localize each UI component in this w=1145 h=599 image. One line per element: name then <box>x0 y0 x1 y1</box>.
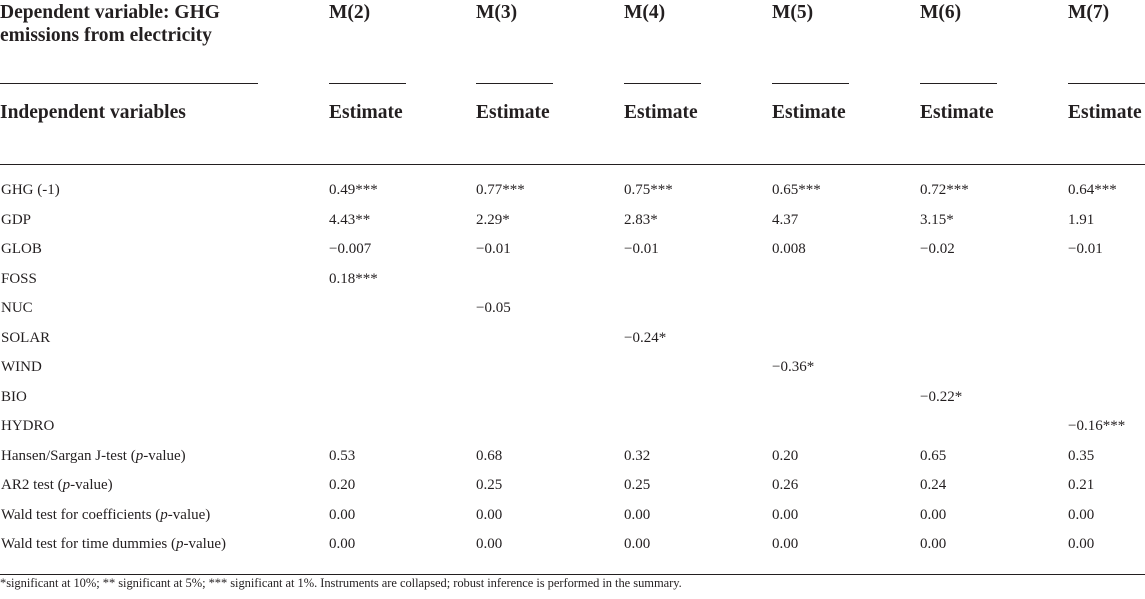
table-cell: 0.25 <box>624 477 651 493</box>
estimate-header: Estimate <box>624 102 698 123</box>
model-header: M(7) <box>1068 2 1110 23</box>
model-header: M(2) <box>329 2 371 23</box>
table-cell: 0.25 <box>476 477 503 493</box>
table-cell: 1.91 <box>1068 211 1095 228</box>
estimate-header: Estimate <box>1068 102 1142 123</box>
row-label <box>1 535 226 553</box>
table-cell: 0.20 <box>772 447 799 464</box>
table-cell: 2.29* <box>476 211 510 228</box>
model-header: M(6) <box>920 2 962 23</box>
row-label-italic: p <box>62 477 71 493</box>
table-cell: −0.007 <box>329 241 372 257</box>
row-label-text: Wald test for time dummies ( <box>1 536 177 552</box>
dependent-variable-rule <box>0 83 258 84</box>
table-cell: 0.77*** <box>476 182 525 198</box>
table-cell: 0.32 <box>624 447 651 464</box>
table-cell: 0.24 <box>920 477 947 493</box>
header-rule <box>0 164 1145 165</box>
row-label <box>1 447 186 465</box>
table-cell: 0.00 <box>624 506 651 523</box>
estimate-header: Estimate <box>329 102 403 123</box>
table-cell: −0.22* <box>920 388 963 405</box>
estimate-header: Estimate <box>920 102 994 123</box>
row-label <box>1 506 210 524</box>
table-cell: 0.00 <box>920 536 947 552</box>
model-column-rule <box>476 83 553 84</box>
row-label: NUC <box>1 300 33 316</box>
row-label-text: -value) <box>70 477 113 493</box>
table-cell: −0.05 <box>476 300 511 316</box>
table-cell: 0.00 <box>1068 506 1095 523</box>
table-cell: 0.00 <box>1068 536 1095 552</box>
table-cell: 0.008 <box>772 241 806 257</box>
table-cell: −0.01 <box>1068 241 1103 257</box>
model-header: M(4) <box>624 2 666 23</box>
row-label-text: -value) <box>167 506 211 523</box>
table-cell: 0.49*** <box>329 182 378 198</box>
table-cell: 0.64*** <box>1068 182 1117 198</box>
table-cell: 0.53 <box>329 447 356 464</box>
model-column-rule <box>624 83 701 84</box>
row-label-italic: p <box>176 536 184 552</box>
row-label: BIO <box>1 388 27 405</box>
row-label: SOLAR <box>1 329 51 346</box>
table-cell: 3.15* <box>920 211 954 228</box>
row-label <box>1 476 113 494</box>
table-cell: 0.65*** <box>772 182 821 198</box>
table-cell: −0.36* <box>772 359 815 375</box>
table-cell: 0.00 <box>329 506 356 523</box>
model-column-rule <box>772 83 849 84</box>
table-cell: 0.20 <box>329 477 356 493</box>
model-column-rule <box>329 83 406 84</box>
row-label-text: Wald test for coefficients ( <box>1 506 161 523</box>
row-label: FOSS <box>1 270 37 287</box>
table-cell: −0.24* <box>624 329 667 346</box>
table-cell: 0.00 <box>772 536 799 552</box>
table-cell: 0.00 <box>476 536 503 552</box>
table-cell: 0.21 <box>1068 477 1095 493</box>
table-cell: −0.01 <box>476 241 511 257</box>
model-header: M(5) <box>772 2 814 23</box>
table-cell: −0.16*** <box>1068 418 1126 434</box>
row-label: WIND <box>1 359 42 375</box>
table-cell: 0.18*** <box>329 270 378 287</box>
table-cell: 0.00 <box>920 506 947 523</box>
estimate-header: Estimate <box>772 102 846 123</box>
table-cell: 2.83* <box>624 211 658 228</box>
row-label-text: Hansen/Sargan J-test ( <box>1 447 136 464</box>
table-cell: 0.75*** <box>624 182 673 198</box>
model-column-rule <box>920 83 997 84</box>
row-label: HYDRO <box>1 418 55 434</box>
table-cell: 0.26 <box>772 477 799 493</box>
model-column-rule <box>1068 83 1145 84</box>
table-cell: 4.43** <box>329 211 371 228</box>
table-cell: 0.65 <box>920 447 947 464</box>
row-label: GHG (-1) <box>1 182 60 198</box>
row-label-text: -value) <box>143 447 186 464</box>
table-cell: 0.00 <box>624 536 651 552</box>
model-header: M(3) <box>476 2 518 23</box>
table-cell: 0.00 <box>772 506 799 523</box>
row-label-text: -value) <box>183 536 226 552</box>
independent-variables-header: Independent variables <box>0 102 186 123</box>
row-label-italic: p <box>135 447 144 464</box>
table-cell: −0.02 <box>920 241 955 257</box>
table-cell: −0.01 <box>624 241 659 257</box>
table-footnote: *significant at 10%; ** significant at 5%; *** significant at 1%. Instruments are collapsed; robust inference is performed in the summary. <box>0 576 682 590</box>
row-label: GLOB <box>1 241 42 257</box>
row-label-text: AR2 test ( <box>1 477 63 493</box>
table-cell: 0.72*** <box>920 182 969 198</box>
row-label-italic: p <box>160 506 168 523</box>
table-cell: 0.00 <box>476 506 503 523</box>
table-cell: 4.37 <box>772 211 799 228</box>
table-cell: 0.68 <box>476 447 503 464</box>
table-cell: 0.00 <box>329 536 356 552</box>
estimate-header: Estimate <box>476 102 550 123</box>
row-label: GDP <box>1 211 32 228</box>
table-cell: 0.35 <box>1068 447 1095 464</box>
dependent-variable-header: Dependent variable: GHG emissions from electricity <box>0 2 220 46</box>
